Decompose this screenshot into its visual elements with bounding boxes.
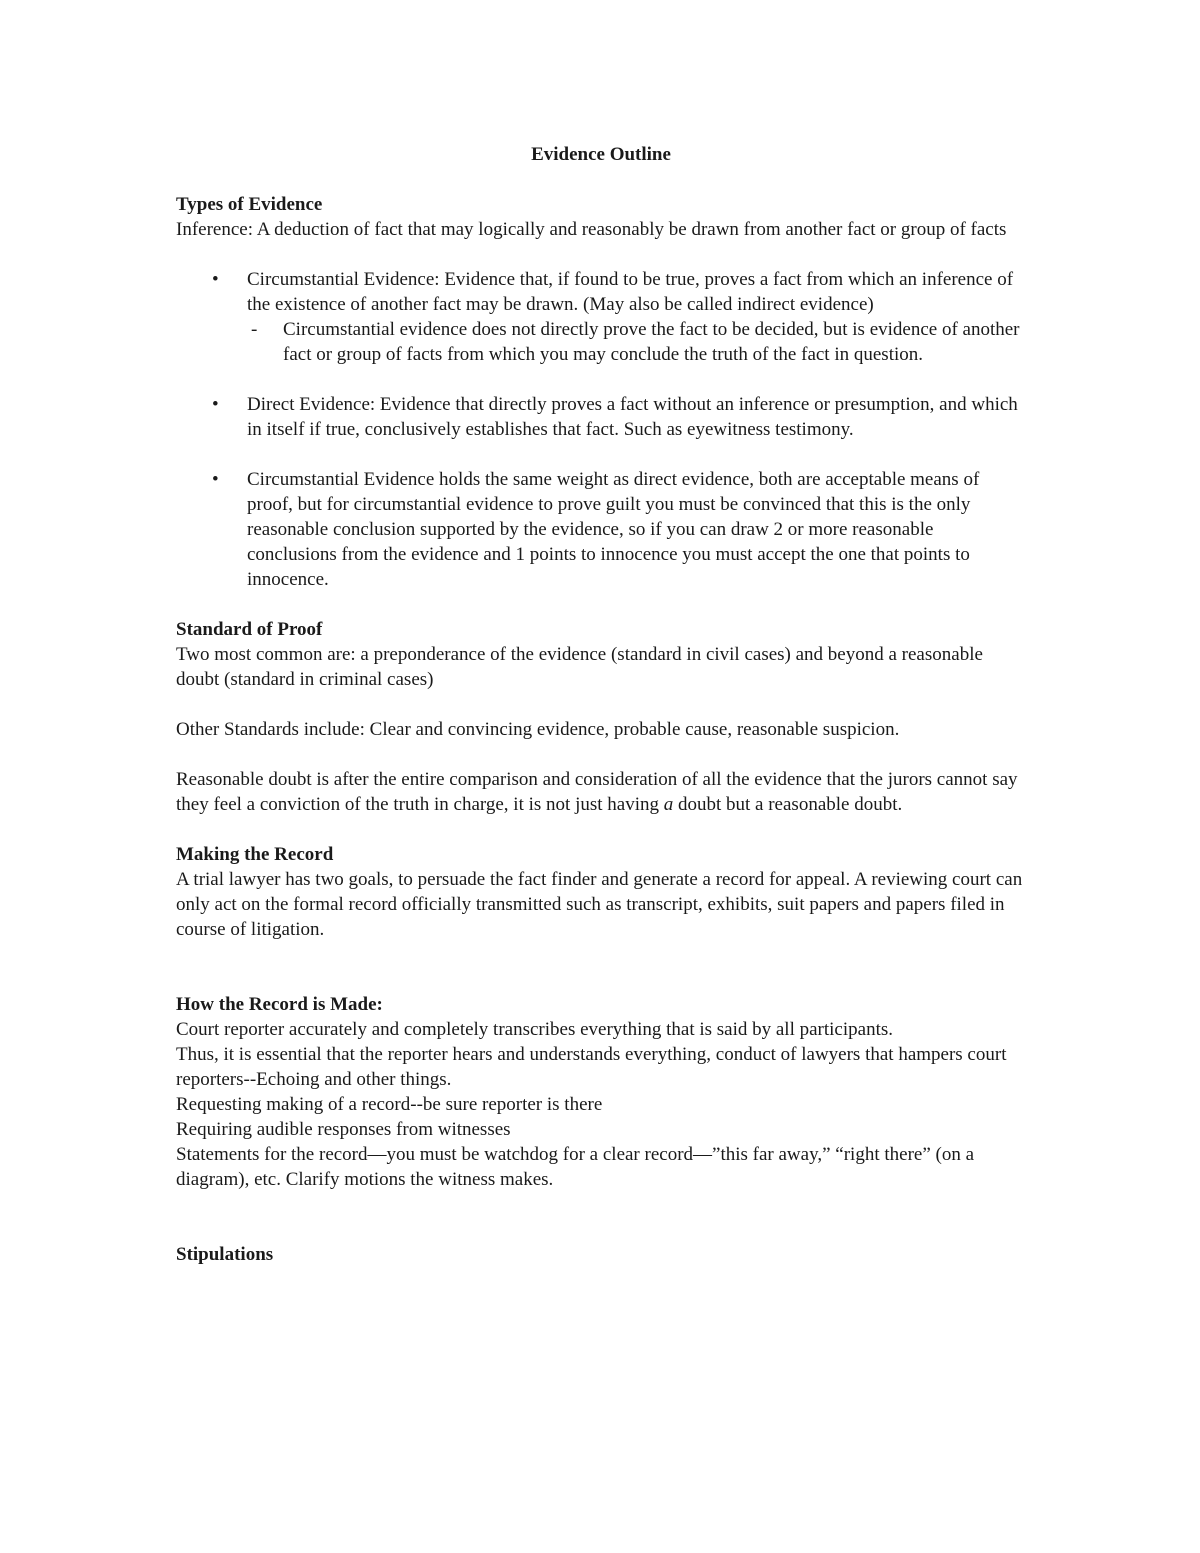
record-paragraph: A trial lawyer has two goals, to persuade the fact finder and generate a record for appeal. A reviewing court can only act on the formal record officially transmitted such as transcript, exhibits, suit papers and papers filed in course of litigation. [176,869,1023,940]
bullet-icon: • [212,469,219,490]
evidence-bullet-list [176,267,1026,592]
standard-paragraph-2: Other Standards include: Clear and convincing evidence, probable cause, reasonable suspicion. [176,719,900,740]
section-heading-types: Types of Evidence [176,194,323,215]
list-item [176,467,1026,592]
standard-paragraph-1: Two most common are: a preponderance of the evidence (standard in civil cases) and beyond a reasonable doubt (standard in criminal cases) [176,644,983,690]
text-run: Reasonable doubt is after the entire comparison and consideration of all the evidence that the jurors cannot say they feel a conviction of the truth in charge, it is not just having [176,769,1018,815]
spacer [176,742,1026,767]
spacer [176,367,1026,392]
section-heading-record: Making the Record [176,844,334,865]
bullet-text: Direct Evidence: Evidence that directly proves a fact without an inference or presumption, and which in itself if true, conclusively establishes that fact. Such as eyewitness testimony. [247,394,1018,440]
spacer [176,817,1026,842]
sub-list [247,317,1026,367]
how-line-1: Court reporter accurately and completely transcribes everything that is said by all participants. [176,1019,893,1040]
bullet-text: Circumstantial Evidence holds the same weight as direct evidence, both are acceptable means of proof, but for circumstantial evidence to prove guilt you must be convinced that this is the only reasonable conclusion supported by the evidence, so if you can draw 2 or more reasonable conclusions from the evidence and 1 points to innocence you must accept the one that points to innocence. [247,469,980,590]
inference-paragraph: Inference: A deduction of fact that may logically and reasonably be drawn from another fact or group of facts [176,219,1007,240]
spacer [176,442,1026,467]
emphasis-text: a [663,794,674,815]
spacer [176,1192,1026,1242]
how-line-5: Statements for the record—you must be watchdog for a clear record—”this far away,” “right there” (on a diagram), etc. Clarify motions the witness makes. [176,1144,975,1190]
sub-bullet-text: Circumstantial evidence does not directly prove the fact to be decided, but is evidence of another fact or group of facts from which you may conclude the truth of the fact in question. [283,319,1020,365]
section-heading-standard: Standard of Proof [176,619,323,640]
document-page [176,142,1026,1267]
dash-icon: - [251,319,258,340]
how-line-2: Thus, it is essential that the reporter hears and understands everything, conduct of lawyers that hampers court reporters--Echoing and other things. [176,1044,1007,1090]
document-title: Evidence Outline [531,144,671,165]
how-line-3: Requesting making of a record--be sure reporter is there [176,1094,603,1115]
list-item [176,392,1026,442]
text-run: doubt but a reasonable doubt. [673,794,903,815]
bullet-text: Circumstantial Evidence: Evidence that, if found to be true, proves a fact from which an inference of the existence of another fact may be drawn. (May also be called indirect evidence) [247,269,1014,315]
how-line-4: Requiring audible responses from witnesses [176,1119,511,1140]
spacer [176,692,1026,717]
section-heading-stipulations: Stipulations [176,1244,274,1265]
bullet-icon: • [212,269,219,290]
bullet-icon: • [212,394,219,415]
sub-list-item [247,317,1026,367]
list-item [176,267,1026,367]
standard-paragraph-3 [176,767,1026,817]
spacer [176,242,1026,267]
spacer [176,592,1026,617]
spacer [176,942,1026,992]
section-heading-how: How the Record is Made: [176,994,383,1015]
